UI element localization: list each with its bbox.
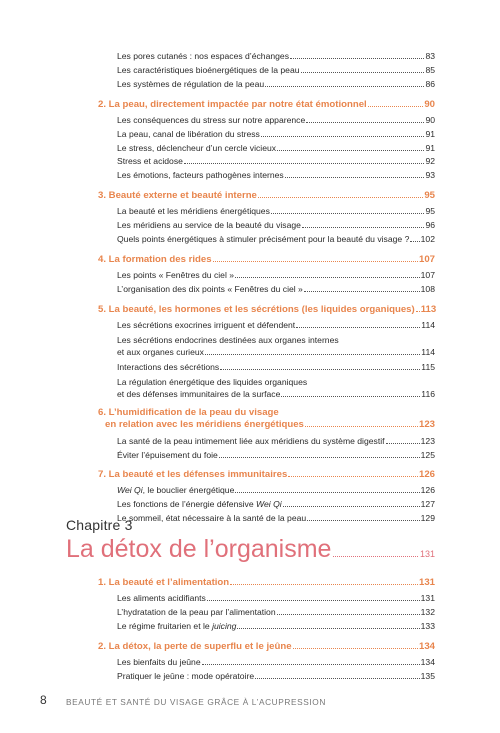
toc-title: 5. La beauté, les hormones et les sécrétions (les liquides organiques) <box>98 303 415 315</box>
running-title: BEAUTÉ ET SANTÉ DU VISAGE GRÂCE À L’ACUPRESSION <box>66 697 326 707</box>
page-number: 90 <box>425 114 435 125</box>
toc-title: Les caractéristiques bioénergétiques de la peau <box>117 64 300 75</box>
toc-entry[interactable] <box>98 361 435 375</box>
page-number: 135 <box>420 670 435 681</box>
chapter-title: La détox de l’organisme <box>66 535 332 563</box>
page-number: 95 <box>425 206 435 217</box>
toc-entry-row <box>117 388 435 401</box>
toc-title: 1. La beauté et l’alimentation <box>98 577 230 588</box>
page-number: 114 <box>421 347 435 358</box>
chapter-heading <box>66 517 435 564</box>
dot-leader <box>205 354 420 355</box>
page-number: 83 <box>425 51 435 61</box>
page-number: 86 <box>425 78 435 89</box>
dot-leader <box>368 106 424 107</box>
folio: 8 <box>40 693 47 707</box>
toc-title: Les méridiens au service de la beauté du visage <box>117 220 301 231</box>
dot-leader <box>277 150 424 151</box>
dot-leader <box>207 600 420 601</box>
toc-title: La peau, canal de libération du stress <box>117 128 260 139</box>
page-number: 114 <box>421 319 435 330</box>
toc-entry[interactable] <box>98 78 435 92</box>
dot-leader <box>386 443 420 444</box>
toc-title: Les points « Fenêtres du ciel » <box>117 269 235 280</box>
toc-title: La santé de la peau intimement liée aux méridiens du système digestif <box>117 435 385 446</box>
toc-title: Wei Qi, le bouclier énergétique <box>117 485 235 496</box>
toc-entry[interactable] <box>98 50 435 64</box>
toc-entry[interactable] <box>98 205 435 219</box>
toc-title: Les systèmes de régulation de la peau <box>117 78 265 89</box>
toc-title: Les sécrétions exocrines irriguent et défendent <box>117 319 296 330</box>
page-number: 116 <box>421 389 435 400</box>
page-number: 134 <box>418 640 435 652</box>
toc-title: 4. La formation des rides <box>98 253 212 265</box>
page-number: 85 <box>425 64 435 75</box>
dot-leader <box>277 614 420 615</box>
dot-leader <box>410 241 419 242</box>
dot-leader <box>271 213 425 214</box>
toc-entry[interactable] <box>98 656 435 670</box>
toc-title: 2. La peau, directement impactée par notre état émotionnel <box>98 98 367 110</box>
toc-title: Les aliments acidifiants <box>117 593 206 603</box>
page-number: 90 <box>424 98 435 110</box>
toc-title: Le régime fruitarien et le juicing <box>117 620 237 631</box>
dot-leader <box>293 648 418 649</box>
page-number: 126 <box>420 485 435 496</box>
toc-entry-row <box>117 346 435 359</box>
toc-entry[interactable] <box>98 269 435 283</box>
page-number: 129 <box>420 513 435 524</box>
toc-entry[interactable] <box>98 376 435 401</box>
toc-title: L’hydratation de la peau par l’alimentation <box>117 606 276 617</box>
page-number: 102 <box>420 234 435 245</box>
page-number: 107 <box>418 253 435 265</box>
toc-section[interactable] <box>98 189 435 203</box>
toc-entry-row <box>98 419 435 432</box>
dot-leader <box>235 492 419 493</box>
toc-title: Le sommeil, état nécessaire à la santé de la peau <box>117 513 307 524</box>
toc-entry[interactable] <box>98 435 435 449</box>
toc-title: La beauté et les méridiens énergétiques <box>117 206 270 217</box>
dot-leader <box>285 177 425 178</box>
page-number: 133 <box>420 620 435 631</box>
toc-entry[interactable] <box>98 670 435 684</box>
toc-entry[interactable] <box>98 219 435 233</box>
chapter-page-number: 131 <box>419 549 435 559</box>
toc-title: et des défenses immunitaires de la surface <box>117 389 281 400</box>
toc-section[interactable] <box>98 576 435 590</box>
toc-entry-title-line: 6. L’humidification de la peau du visage <box>98 406 279 418</box>
page-number: 123 <box>420 435 435 446</box>
page-number: 131 <box>418 577 435 588</box>
dot-leader <box>220 369 420 370</box>
page-number: 108 <box>420 283 435 294</box>
toc-section[interactable] <box>98 407 435 432</box>
toc-entry[interactable] <box>98 128 435 142</box>
page-number: 123 <box>418 419 435 431</box>
toc-section[interactable] <box>98 98 435 112</box>
toc-title: Les fonctions de l’énergie défensive Wei Qi <box>117 499 282 510</box>
dot-leader <box>301 72 425 73</box>
dot-leader <box>184 163 425 164</box>
toc-entry[interactable] <box>98 484 435 498</box>
toc-entry[interactable] <box>98 334 435 359</box>
toc-entry-title-line: La régulation énergétique des liquides organiques <box>117 376 308 387</box>
toc-entry[interactable] <box>98 114 435 128</box>
toc-title: en relation avec les méridiens énergétiques <box>105 419 304 431</box>
dot-leader <box>258 197 423 198</box>
toc-section[interactable] <box>98 303 435 317</box>
toc-section[interactable] <box>98 640 435 654</box>
toc-entry[interactable] <box>98 592 435 606</box>
toc-entry[interactable] <box>98 283 435 297</box>
page-number: 127 <box>420 499 435 510</box>
dot-leader <box>255 678 420 679</box>
toc-entry[interactable] <box>98 449 435 463</box>
page-number: 92 <box>425 156 435 167</box>
dot-leader <box>230 584 418 585</box>
page-number: 91 <box>425 142 435 153</box>
page-number: 131 <box>420 593 435 603</box>
page-number: 93 <box>425 170 435 181</box>
dot-leader <box>281 396 420 397</box>
toc-entry[interactable] <box>98 606 435 620</box>
toc-title: 2. La détox, la perte de superflu et le jeûne <box>98 640 292 652</box>
toc-title: Les conséquences du stress sur notre apparence <box>117 114 306 125</box>
dot-leader <box>306 122 424 123</box>
toc-title: Le stress, déclencheur d’un cercle vicieux <box>117 142 277 153</box>
page-number: 96 <box>425 220 435 231</box>
dot-leader <box>219 457 420 458</box>
toc-entry[interactable] <box>98 233 435 247</box>
dot-leader <box>202 664 420 665</box>
toc-title: et aux organes curieux <box>117 347 204 358</box>
dot-leader <box>288 476 418 477</box>
page-number: 132 <box>420 606 435 617</box>
page-number: 95 <box>424 190 435 202</box>
toc-title: Les bienfaits du jeûne <box>117 656 201 667</box>
toc-title: 3. Beauté externe et beauté interne <box>98 190 257 202</box>
toc-entry[interactable] <box>98 169 435 183</box>
dot-leader <box>296 327 420 328</box>
dot-leader <box>333 556 418 557</box>
page-number: 134 <box>420 656 435 667</box>
toc-title: L’organisation des dix points « Fenêtres du ciel » <box>117 283 303 294</box>
toc-title: Éviter l’épuisement du foie <box>117 449 218 460</box>
dot-leader <box>416 311 420 312</box>
toc-title: Pratiquer le jeûne : mode opératoire <box>117 670 255 681</box>
toc-entry[interactable] <box>98 155 435 169</box>
toc-entry[interactable] <box>98 319 435 333</box>
toc-entry[interactable] <box>98 498 435 512</box>
toc-title: Les pores cutanés : nos espaces d’échanges <box>117 51 289 61</box>
page-number: 126 <box>418 469 435 481</box>
toc-title: Quels points énergétiques à stimuler précisément pour la beauté du visage ? <box>117 234 410 245</box>
toc-section[interactable] <box>98 468 435 482</box>
toc-entry[interactable] <box>98 142 435 156</box>
chapter-title-row[interactable] <box>66 534 435 564</box>
toc-title: Stress et acidose <box>117 156 183 167</box>
toc-list <box>98 50 435 526</box>
toc-entry[interactable] <box>98 64 435 78</box>
dot-leader <box>237 628 419 629</box>
dot-leader <box>304 291 420 292</box>
toc-entry[interactable] <box>98 620 435 634</box>
dot-leader <box>302 227 425 228</box>
toc-title: Les émotions, facteurs pathogènes internes <box>117 170 284 181</box>
toc-entry-title-line: Les sécrétions endocrines destinées aux organes internes <box>117 334 339 345</box>
dot-leader <box>235 277 420 278</box>
toc-title: Interactions des sécrétions <box>117 361 220 372</box>
dot-leader <box>305 426 418 427</box>
dot-leader <box>265 86 424 87</box>
page-number: 125 <box>420 449 435 460</box>
chapter-label: Chapitre 3 <box>66 517 133 533</box>
page-number: 107 <box>420 269 435 280</box>
page-number: 113 <box>420 303 437 315</box>
toc-section[interactable] <box>98 253 435 267</box>
toc-title: 7. La beauté et les défenses immunitaires <box>98 469 288 481</box>
dot-leader <box>283 506 420 507</box>
dot-leader <box>261 136 425 137</box>
page-number: 115 <box>421 361 435 372</box>
toc-list-chapter-3 <box>98 570 435 684</box>
dot-leader <box>290 58 424 59</box>
page-number: 91 <box>425 128 435 139</box>
dot-leader <box>213 261 418 262</box>
